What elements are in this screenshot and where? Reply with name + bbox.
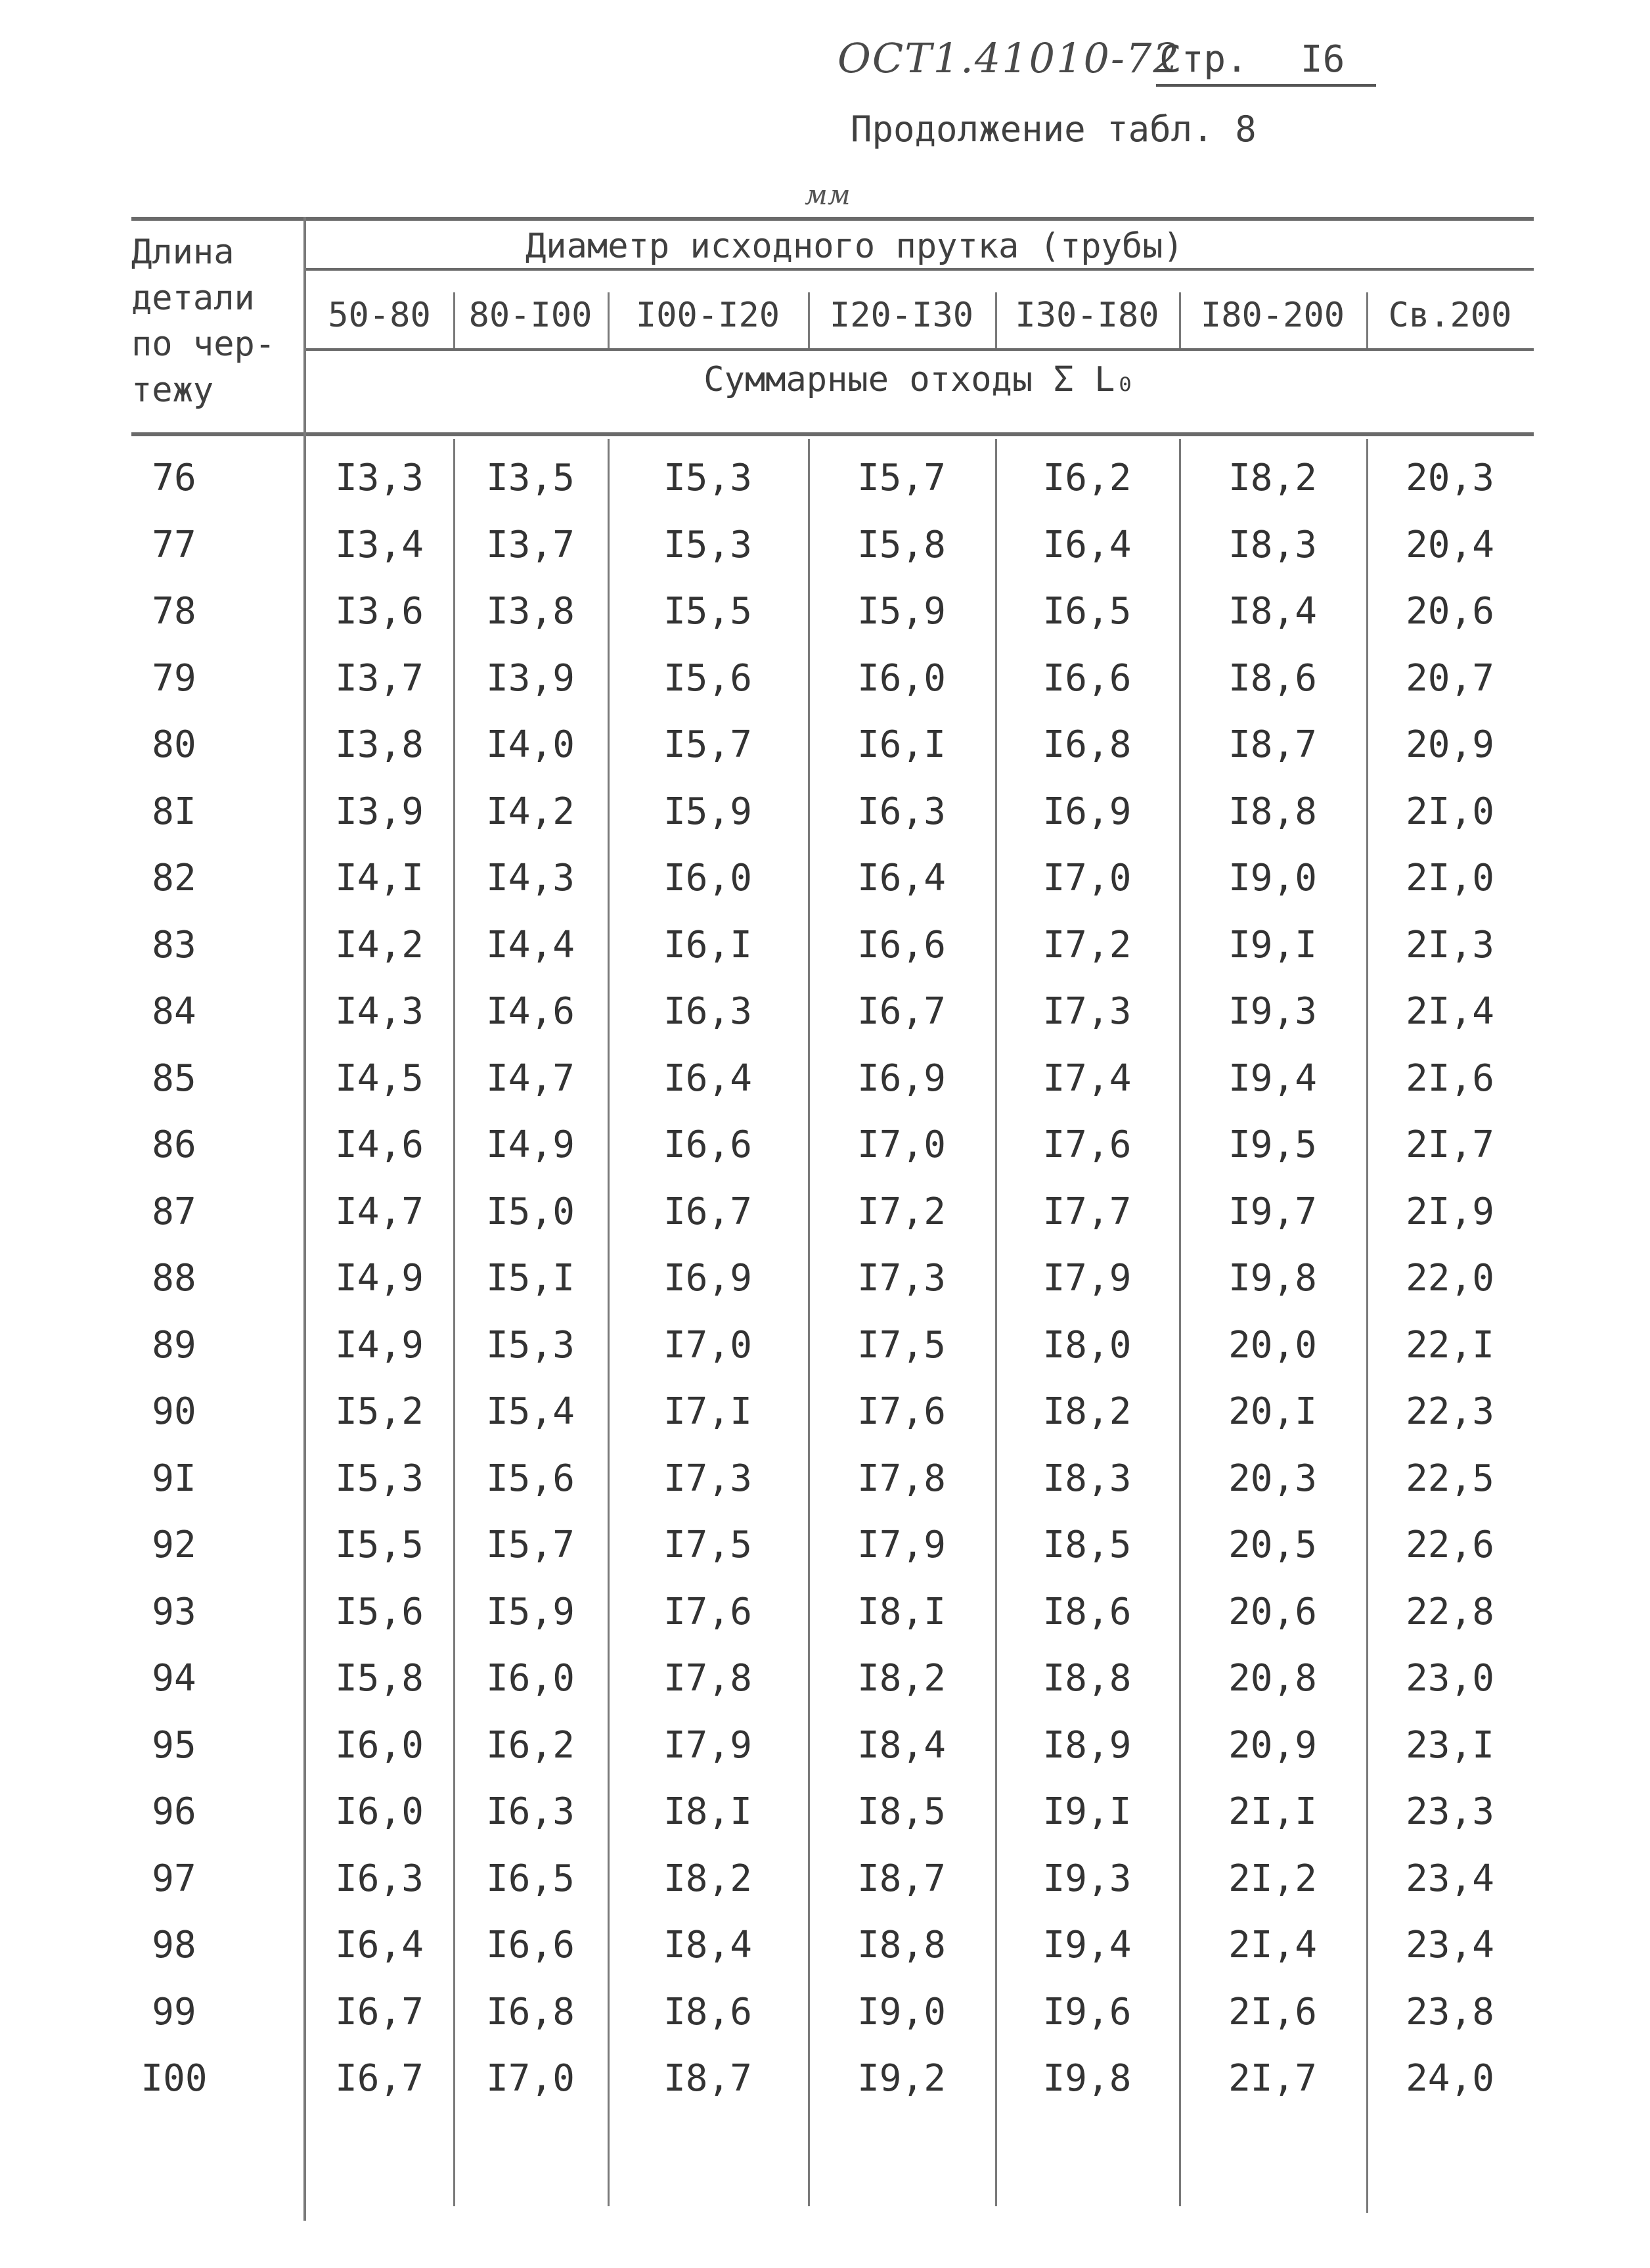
table-cell: I4,3	[335, 990, 424, 1033]
table-cell: I9,8	[1228, 1257, 1317, 1300]
table-cell: 20,3	[1228, 1457, 1317, 1500]
table-cell: I4,4	[486, 924, 575, 966]
table-cell: I4,2	[486, 790, 575, 833]
table-cell: I5,6	[663, 657, 752, 700]
table-cell: I7,3	[663, 1457, 752, 1500]
table-cell: I9,6	[1042, 1991, 1132, 2033]
stub-header-line: тежу	[131, 371, 214, 410]
table-cell: I5,9	[486, 1591, 575, 1633]
table-cell: I9,3	[1042, 1857, 1132, 1900]
stub-header-line: Длина	[131, 233, 234, 272]
table-cell: 20,9	[1406, 723, 1494, 766]
group-header-rule	[305, 268, 1534, 271]
table-cell: I7,9	[857, 1524, 946, 1566]
table-cell: I6,I	[857, 723, 946, 766]
table-cell: I6,7	[335, 1991, 424, 2033]
table-cell: I5,7	[857, 457, 946, 499]
table-cell: I8,6	[1042, 1591, 1132, 1633]
row-length: 95	[152, 1724, 196, 1767]
table-cell: 2I,I	[1228, 1790, 1317, 1833]
table-cell: I6,3	[335, 1857, 424, 1900]
table-cell: I6,7	[663, 1191, 752, 1233]
table-cell: I4,7	[486, 1057, 575, 1100]
row-length: 93	[152, 1591, 196, 1633]
table-cell: 2I,3	[1406, 924, 1494, 966]
table-cell: 24,0	[1406, 2057, 1494, 2100]
table-cell: I7,0	[486, 2057, 575, 2100]
row-length: 78	[152, 590, 196, 633]
row-length: 79	[152, 657, 196, 700]
table-cell: 20,0	[1228, 1324, 1317, 1367]
table-cell: I9,0	[857, 1991, 946, 2033]
table-cell: I7,5	[857, 1324, 946, 1367]
table-cell: I9,0	[1228, 857, 1317, 899]
row-length: 80	[152, 723, 196, 766]
row-length: I00	[141, 2057, 208, 2100]
table-cell: I7,8	[663, 1657, 752, 1700]
table-cell: I5,3	[335, 1457, 424, 1500]
table-cell: I8,7	[663, 2057, 752, 2100]
table-cell: 22,6	[1406, 1524, 1494, 1566]
table-cell: 23,I	[1406, 1724, 1494, 1767]
column-header: I20-I30	[829, 296, 974, 335]
table-cell: 20,I	[1228, 1390, 1317, 1433]
table-cell: I6,7	[857, 990, 946, 1033]
table-cell: I4,9	[335, 1324, 424, 1367]
table-cell: I8,7	[857, 1857, 946, 1900]
table-cell: I4,5	[335, 1057, 424, 1100]
table-cell: I8,3	[1228, 524, 1317, 566]
table-cell: I8,0	[1042, 1324, 1132, 1367]
table-cell: I6,4	[335, 1924, 424, 1966]
table-cell: I9,5	[1228, 1123, 1317, 1166]
table-top-rule	[131, 217, 1534, 221]
row-length: 99	[152, 1991, 196, 2033]
column-header: Св.200	[1388, 296, 1512, 335]
table-cell: I7,2	[857, 1191, 946, 1233]
table-cell: 2I,9	[1406, 1191, 1494, 1233]
table-cell: 2I,6	[1406, 1057, 1494, 1100]
table-cell: I8,4	[1228, 590, 1317, 633]
table-cell: 20,5	[1228, 1524, 1317, 1566]
table-cell: I4,3	[486, 857, 575, 899]
table-cell: I8,6	[663, 1991, 752, 2033]
table-cell: I5,8	[857, 524, 946, 566]
table-cell: 22,5	[1406, 1457, 1494, 1500]
table-cell: I8,8	[1228, 790, 1317, 833]
page-label-text: Стр.	[1159, 38, 1248, 81]
table-cell: I6,6	[486, 1924, 575, 1966]
table-cell: I5,5	[335, 1524, 424, 1566]
row-length: 98	[152, 1924, 196, 1966]
table-cell: I7,6	[663, 1591, 752, 1633]
table-cell: I3,9	[486, 657, 575, 700]
table-cell: I9,4	[1042, 1924, 1132, 1966]
table-cell: I4,9	[486, 1123, 575, 1166]
table-cell: I7,5	[663, 1524, 752, 1566]
row-length: 86	[152, 1123, 196, 1166]
table-cell: I6,6	[1042, 657, 1132, 700]
table-cell: I6,3	[486, 1790, 575, 1833]
table-cell: I8,7	[1228, 723, 1317, 766]
table-cell: I8,4	[663, 1924, 752, 1966]
table-cell: I9,7	[1228, 1191, 1317, 1233]
table-cell: I4,0	[486, 723, 575, 766]
table-cell: I7,7	[1042, 1191, 1132, 1233]
table-cell: I5,9	[663, 790, 752, 833]
table-cell: 2I,4	[1228, 1924, 1317, 1966]
table-cell: 2I,2	[1228, 1857, 1317, 1900]
table-cell: 20,4	[1406, 524, 1494, 566]
table-cell: I8,I	[857, 1591, 946, 1633]
table-cell: I9,I	[1228, 924, 1317, 966]
table-cell: 20,8	[1228, 1657, 1317, 1700]
table-cell: I9,I	[1042, 1790, 1132, 1833]
table-cell: I9,4	[1228, 1057, 1317, 1100]
table-cell: I5,0	[486, 1191, 575, 1233]
table-cell: I7,4	[1042, 1057, 1132, 1100]
table-cell: 20,6	[1406, 590, 1494, 633]
table-cell: I8,6	[1228, 657, 1317, 700]
table-cell: 23,0	[1406, 1657, 1494, 1700]
table-cell: I7,8	[857, 1457, 946, 1500]
table-cell: 20,3	[1406, 457, 1494, 499]
table-cell: I7,3	[1042, 990, 1132, 1033]
page-number: I6	[1300, 38, 1345, 81]
table-cell: I7,3	[857, 1257, 946, 1300]
table-cell: I8,8	[857, 1924, 946, 1966]
table-cell: 23,8	[1406, 1991, 1494, 2033]
table-cell: I6,0	[663, 857, 752, 899]
row-length: 92	[152, 1524, 196, 1566]
table-cell: I6,7	[335, 2057, 424, 2100]
table-cell: I6,6	[857, 924, 946, 966]
table-cell: I8,5	[857, 1790, 946, 1833]
table-cell: I3,3	[335, 457, 424, 499]
table-cell: I4,I	[335, 857, 424, 899]
columns-rule	[305, 348, 1534, 351]
table-cell: I7,9	[1042, 1257, 1132, 1300]
table-cell: I8,I	[663, 1790, 752, 1833]
table-cell: I3,5	[486, 457, 575, 499]
column-header: 50-80	[328, 296, 431, 335]
table-cell: I5,9	[857, 590, 946, 633]
table-continuation-title: Продолжение табл. 8	[851, 108, 1257, 150]
table-cell: 22,3	[1406, 1390, 1494, 1433]
table-cell: I6,5	[1042, 590, 1132, 633]
table-cell: 20,7	[1406, 657, 1494, 700]
table-cell: I6,0	[486, 1657, 575, 1700]
table-cell: I6,3	[857, 790, 946, 833]
table-cell: I8,2	[1042, 1390, 1132, 1433]
table-cell: I9,2	[857, 2057, 946, 2100]
table-cell: I5,6	[486, 1457, 575, 1500]
row-length: 89	[152, 1324, 196, 1367]
table-cell: I5,2	[335, 1390, 424, 1433]
table-cell: I8,5	[1042, 1524, 1132, 1566]
row-length: 90	[152, 1390, 196, 1433]
header-bottom-rule	[131, 432, 1534, 436]
row-length: 76	[152, 457, 196, 499]
table-cell: I7,0	[857, 1123, 946, 1166]
table-cell: I6,I	[663, 924, 752, 966]
table-cell: I5,4	[486, 1390, 575, 1433]
table-cell: I5,3	[663, 524, 752, 566]
table-cell: I6,2	[486, 1724, 575, 1767]
column-header: I00-I20	[635, 296, 780, 335]
sub-header: Суммарные отходы Σ L₀	[703, 360, 1136, 399]
table-cell: I6,9	[1042, 790, 1132, 833]
stub-header-line: по чер-	[131, 325, 276, 364]
table-cell: I7,6	[857, 1390, 946, 1433]
table-cell: I6,0	[335, 1724, 424, 1767]
row-length: 82	[152, 857, 196, 899]
table-cell: I5,8	[335, 1657, 424, 1700]
row-length: 88	[152, 1257, 196, 1300]
table-cell: 2I,7	[1228, 2057, 1317, 2100]
row-length: 96	[152, 1790, 196, 1833]
table-cell: I6,0	[857, 657, 946, 700]
table-cell: I6,3	[663, 990, 752, 1033]
table-cell: I4,6	[486, 990, 575, 1033]
row-length: 85	[152, 1057, 196, 1100]
page-underline	[1156, 84, 1376, 87]
table-cell: I3,6	[335, 590, 424, 633]
table-cell: 22,I	[1406, 1324, 1494, 1367]
column-header: I30-I80	[1015, 296, 1159, 335]
table-cell: 2I,0	[1406, 790, 1494, 833]
table-cell: I6,2	[1042, 457, 1132, 499]
table-cell: I6,9	[663, 1257, 752, 1300]
row-length: 77	[152, 524, 196, 566]
table-cell: I5,6	[335, 1591, 424, 1633]
table-cell: 2I,7	[1406, 1123, 1494, 1166]
table-cell: I6,5	[486, 1857, 575, 1900]
table-cell: 20,6	[1228, 1591, 1317, 1633]
table-cell: I3,8	[335, 723, 424, 766]
table-cell: I3,7	[335, 657, 424, 700]
row-length: 9I	[152, 1457, 196, 1500]
table-cell: I6,4	[1042, 524, 1132, 566]
page-label	[1159, 38, 1345, 81]
table-cell: 23,4	[1406, 1857, 1494, 1900]
table-cell: I6,6	[663, 1123, 752, 1166]
table-cell: I7,6	[1042, 1123, 1132, 1166]
row-length: 97	[152, 1857, 196, 1900]
table-cell: I8,8	[1042, 1657, 1132, 1700]
table-cell: I6,9	[857, 1057, 946, 1100]
table-cell: I5,3	[486, 1324, 575, 1367]
table-cell: I4,9	[335, 1257, 424, 1300]
table-cell: 20,9	[1228, 1724, 1317, 1767]
table-cell: I4,7	[335, 1191, 424, 1233]
table-cell: I6,8	[1042, 723, 1132, 766]
row-length: 87	[152, 1191, 196, 1233]
table-cell: 2I,6	[1228, 1991, 1317, 2033]
table-cell: I3,4	[335, 524, 424, 566]
table-cell: I9,8	[1042, 2057, 1132, 2100]
table-cell: I9,3	[1228, 990, 1317, 1033]
table-cell: I6,4	[857, 857, 946, 899]
table-cell: I8,4	[857, 1724, 946, 1767]
table-cell: I8,9	[1042, 1724, 1132, 1767]
table-cell: 23,4	[1406, 1924, 1494, 1966]
table-cell: 23,3	[1406, 1790, 1494, 1833]
table-cell: I7,0	[663, 1324, 752, 1367]
table-cell: I4,6	[335, 1123, 424, 1166]
table-cell: 22,8	[1406, 1591, 1494, 1633]
table-cell: I5,7	[663, 723, 752, 766]
table-cell: I7,9	[663, 1724, 752, 1767]
row-length: 8I	[152, 790, 196, 833]
table-cell: I8,2	[857, 1657, 946, 1700]
table-cell: I5,5	[663, 590, 752, 633]
table-cell: I7,0	[1042, 857, 1132, 899]
table-cell: I3,9	[335, 790, 424, 833]
table-cell: I6,0	[335, 1790, 424, 1833]
row-length: 94	[152, 1657, 196, 1700]
table-cell: I4,2	[335, 924, 424, 966]
row-length: 83	[152, 924, 196, 966]
column-header: 80-I00	[468, 296, 592, 335]
table-cell: I3,8	[486, 590, 575, 633]
table-cell: 2I,0	[1406, 857, 1494, 899]
table-cell: 2I,4	[1406, 990, 1494, 1033]
stub-header-line: детали	[131, 279, 255, 318]
table-cell: I5,3	[663, 457, 752, 499]
table-cell: I6,4	[663, 1057, 752, 1100]
table-cell: I8,2	[1228, 457, 1317, 499]
table-cell: I5,I	[486, 1257, 575, 1300]
table-cell: I5,7	[486, 1524, 575, 1566]
group-header: Диаметр исходного прутка (трубы)	[525, 227, 1184, 266]
table-cell: I8,2	[663, 1857, 752, 1900]
document-number: ОСТ1.41010-72	[837, 34, 1180, 82]
table-cell: I7,2	[1042, 924, 1132, 966]
table-cell: I8,3	[1042, 1457, 1132, 1500]
table-cell: I7,I	[663, 1390, 752, 1433]
row-length: 84	[152, 990, 196, 1033]
table-cell: I3,7	[486, 524, 575, 566]
column-header: I80-200	[1200, 296, 1345, 335]
unit-label: мм	[805, 179, 851, 211]
table-cell: 22,0	[1406, 1257, 1494, 1300]
table-cell: I6,8	[486, 1991, 575, 2033]
